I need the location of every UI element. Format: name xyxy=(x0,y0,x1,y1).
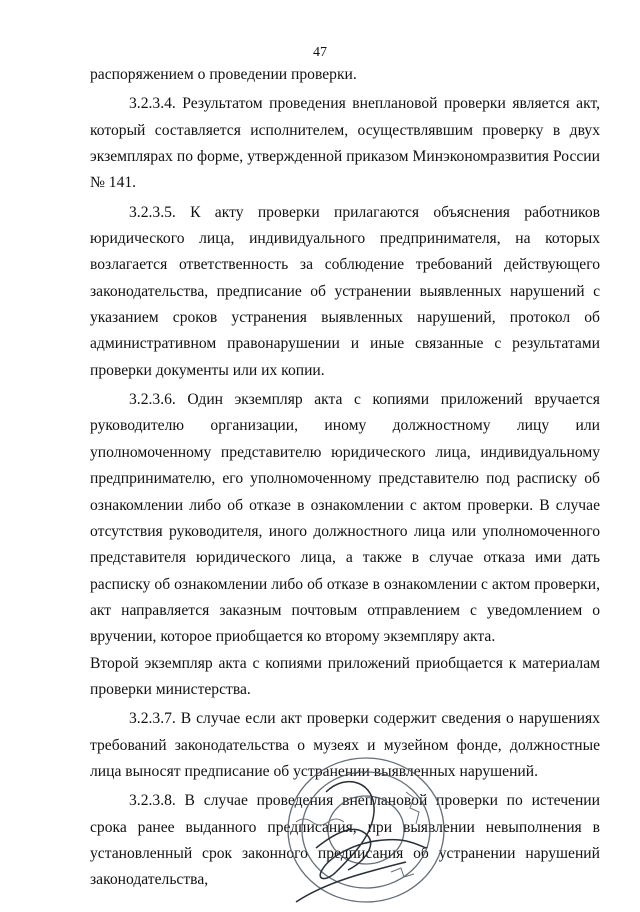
document-body xyxy=(90,62,600,894)
paragraph-continuation: распоряжением о проведении проверки. xyxy=(90,66,357,83)
page-number: 47 xyxy=(313,45,327,60)
paragraph-3-2-3-5: 3.2.3.5. К акту проверки прилагаются объяснения работников юридического лица, индивидуального предпринимателя, на которых возлагается ответственность за соблюдение требований действующего законодательства, предписание об устранении выявленных нарушений с указанием сроков устранения выявленных нарушений, протокол об административном правонарушении и иные связанные с результатами проверки документы или их копии. xyxy=(90,203,600,379)
paragraph-3-2-3-6: 3.2.3.6. Один экземпляр акта с копиями приложений вручается руководителю организации, иному должностному лицу или уполномоченному представителю юридического лица, индивидуальному предпринимателю, его уполномоченному представителю под расписку об ознакомлении либо об отказе в ознакомлении с актом проверки. В случае отсутствия руководителя, иного должностного лица или уполномоченного представителя юридического лица, а также в случае отказа ими дать расписку об ознакомлении либо об отказе в ознакомлении с актом проверки, акт направляется заказным почтовым отправлением с уведомлением о вручении, которое приобщается ко второму экземпляру акта. xyxy=(90,391,600,646)
paragraph-3-2-3-8: 3.2.3.8. В случае проведения внеплановой проверки по истечении срока ранее выданного предписания, при выявлении невыполнения в установленный срок законного предписания об устранении нарушений законодательства, xyxy=(90,792,600,889)
paragraph-3-2-3-7: 3.2.3.7. В случае если акт проверки содержит сведения о нарушениях требований законодательства о музеях и музейном фонде, должностные лица выносят предписание об устранении выявленных нарушений. xyxy=(90,710,600,780)
paragraph-second-copy: Второй экземпляр акта с копиями приложений приобщается к материалам проверки министерства. xyxy=(90,654,600,698)
paragraph-3-2-3-4: 3.2.3.4. Результатом проведения внеплановой проверки является акт, который составляется исполнителем, осуществлявшим проверку в двух экземплярах по форме, утвержденной приказом Минэкономразвития России № 141. xyxy=(90,95,600,192)
